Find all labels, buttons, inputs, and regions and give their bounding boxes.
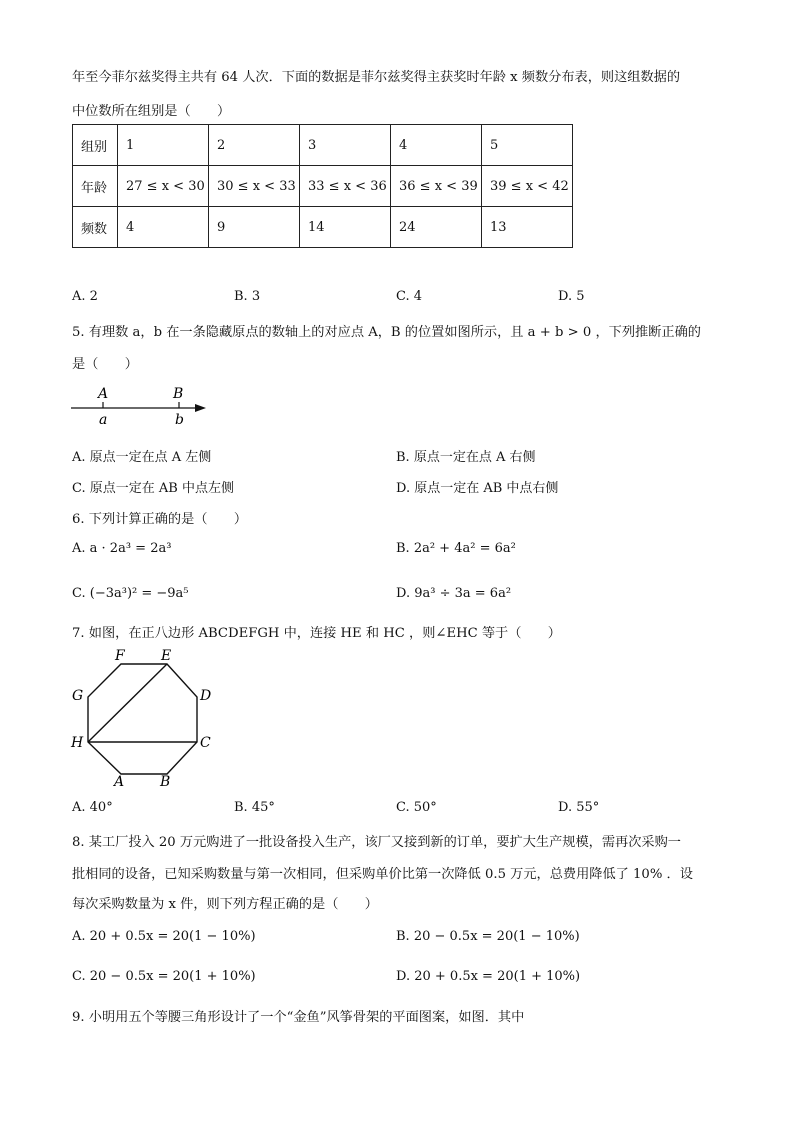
vertex-e-label: E: [161, 648, 172, 664]
q4-option-a: A. 2: [72, 289, 98, 304]
q7-option-a: A. 40°: [72, 800, 113, 815]
table-header-cell: 频数: [73, 207, 118, 248]
q4-option-c: C. 4: [396, 289, 423, 304]
q5-option-a: A. 原点一定在点 A 左侧: [72, 450, 212, 465]
q5-option-b: B. 原点一定在点 A 右侧: [396, 450, 536, 465]
table-cell: 1: [118, 125, 209, 166]
q5-stem-line2: 是（ ）: [72, 357, 138, 372]
q4-option-d: D. 5: [558, 289, 585, 304]
value-b-label: b: [175, 412, 184, 428]
frequency-table: [72, 124, 573, 248]
q7-option-d: D. 55°: [558, 800, 600, 815]
table-cell: 27 ≤ x < 30: [118, 166, 209, 207]
octagon-figure: [66, 646, 222, 788]
q6-option-d: D. 9a³ ÷ 3a = 6a²: [396, 586, 512, 601]
q5-stem-line1: 5. 有理数 a，b 在一条隐藏原点的数轴上的对应点 A，B 的位置如图所示，且 a + b > 0 ，下列推断正确的: [72, 325, 701, 340]
q6-stem: 6. 下列计算正确的是（ ）: [72, 512, 248, 527]
q8-stem-line1: 8. 某工厂投入 20 万元购进了一批设备投入生产，该厂又接到新的订单，要扩大生产规模，需再次采购一: [72, 835, 681, 850]
q8-stem-line3: 每次采购数量为 x 件，则下列方程正确的是（ ）: [72, 897, 378, 912]
vertex-a-label: A: [114, 774, 125, 788]
q8-option-a: A. 20 + 0.5x = 20(1 − 10%): [72, 929, 256, 944]
table-cell: 9: [209, 207, 300, 248]
vertex-g-label: G: [72, 688, 84, 704]
q6-option-c: C. (−3a³)² = −9a⁵: [72, 586, 189, 601]
table-row: [73, 207, 573, 248]
table-cell: 5: [482, 125, 573, 166]
vertex-h-label: H: [71, 735, 84, 751]
table-cell: 33 ≤ x < 36: [300, 166, 391, 207]
table-header-cell: 组别: [73, 125, 118, 166]
q4-stem-line2: 中位数所在组别是（ ）: [72, 104, 231, 119]
q6-option-a: A. a · 2a³ = 2a³: [72, 541, 172, 556]
vertex-b-label: B: [160, 774, 171, 788]
q8-option-d: D. 20 + 0.5x = 20(1 + 10%): [396, 969, 581, 984]
q9-stem-line1: 9. 小明用五个等腰三角形设计了一个“金鱼”风筝骨架的平面图案，如图．其中: [72, 1010, 525, 1025]
table-cell: 4: [118, 207, 209, 248]
q5-option-d: D. 原点一定在 AB 中点右侧: [396, 481, 559, 496]
vertex-c-label: C: [200, 735, 211, 751]
vertex-d-label: D: [200, 688, 212, 704]
q5-option-c: C. 原点一定在 AB 中点左侧: [72, 481, 234, 496]
q8-option-c: C. 20 − 0.5x = 20(1 + 10%): [72, 969, 256, 984]
table-row: [73, 125, 573, 166]
point-b-label: B: [173, 386, 184, 402]
number-line-figure: [68, 384, 213, 430]
table-cell: 4: [391, 125, 482, 166]
table-header-cell: 年龄: [73, 166, 118, 207]
q8-option-b: B. 20 − 0.5x = 20(1 − 10%): [396, 929, 580, 944]
q6-option-b: B. 2a² + 4a² = 6a²: [396, 541, 516, 556]
table-cell: 24: [391, 207, 482, 248]
q4-stem-line1: 年至今菲尔兹奖得主共有 64 人次．下面的数据是菲尔兹奖得主获奖时年龄 x 频数分布表，则这组数据的: [72, 70, 681, 85]
vertex-f-label: F: [115, 648, 125, 664]
table-cell: 14: [300, 207, 391, 248]
table-cell: 36 ≤ x < 39: [391, 166, 482, 207]
q7-stem: 7. 如图，在正八边形 ABCDEFGH 中，连接 HE 和 HC ，则∠EHC 等于（ ）: [72, 626, 561, 641]
table-cell: 3: [300, 125, 391, 166]
value-a-label: a: [99, 412, 108, 428]
table-cell: 2: [209, 125, 300, 166]
table-row: [73, 166, 573, 207]
q4-option-b: B. 3: [234, 289, 261, 304]
table-cell: 30 ≤ x < 33: [209, 166, 300, 207]
table-cell: 39 ≤ x < 42: [482, 166, 573, 207]
q7-option-b: B. 45°: [234, 800, 275, 815]
table-cell: 13: [482, 207, 573, 248]
q7-option-c: C. 50°: [396, 800, 437, 815]
q8-stem-line2: 批相同的设备，已知采购数量与第一次相同，但采购单价比第一次降低 0.5 万元，总费用降低了 10% ．设: [72, 867, 693, 882]
point-a-label: A: [98, 386, 109, 402]
